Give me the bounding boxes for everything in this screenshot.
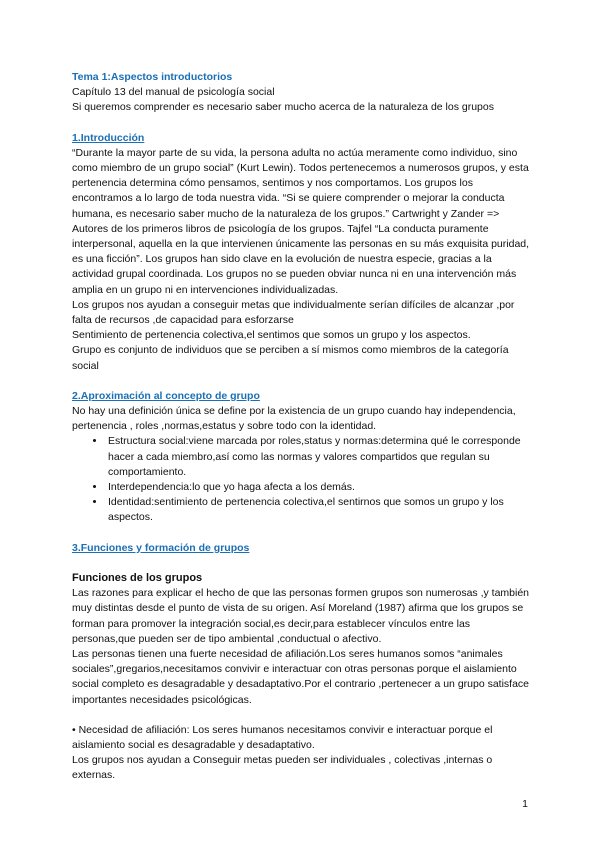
list-item: • Estructura social:viene marcada por roles,status y normas:determina qué le corresponde hacer a cada miembro,así como las normas y valores compartidos que regulan su comportamiento. [106, 434, 530, 480]
page-number: 1 [522, 798, 528, 810]
document-title: Tema 1:Aspectos introductorios [72, 71, 233, 83]
bullet-list [72, 434, 530, 525]
paragraph: Sentimiento de pertenencia colectiva,el sentimos que somos un grupo y los aspectos. [72, 329, 471, 342]
section-heading-funciones[interactable]: 3.Funciones y formación de grupos [72, 541, 250, 554]
paragraph: Los grupos nos ayudan a Conseguir metas pueden ser individuales , colectivas ,internas o externas. [72, 754, 493, 782]
paragraph: • Necesidad de afiliación: Los seres humanos necesitamos convivir e interactuar porque el aislamiento social es desagradable y desadaptativo. [72, 723, 493, 751]
subtitle-line: Si queremos comprender es necesario saber mucho acerca de la naturaleza de los grupos [72, 101, 494, 114]
list-item: • Identidad:sentimiento de pertenencia colectiva,el sentirnos que somos un grupo y los aspectos. [106, 495, 530, 525]
paragraph: No hay una definición única se define por la existencia de un grupo cuando hay independencia, pertenencia , roles ,normas,estatus y sobre todo con la identidad. [72, 405, 516, 433]
paragraph: Los grupos nos ayudan a conseguir metas que individualmente serían difíciles de alcanzar ,por falta de recursos ,de capacidad para esforzarse [72, 298, 515, 327]
paragraph: Grupo es conjunto de individuos que se perciben a sí mismos como miembros de la categoría social [72, 344, 509, 372]
paragraph: “Durante la mayor parte de su vida, la persona adulta no actúa meramente como individuo, sino como miembro de un grupo social” (Kurt Lewin). Todos pertenecemos a numerosos grupos, y esta pertenencia determina cómo pensamos, sentimos y nos comportamos. Los grupos los encontramos a lo largo de toda nuestra vida. “Si se quiere comprender o mejorar la conducta humana, es necesario saber mucho de la naturaleza de los grupos.” Cartwright y Zander => Autores de los primeros libros de psicología de los grupos. Tajfel “La conducta puramente interpersonal, aquella en la que intervienen únicamente las personas en su más exquisita puridad, es una ficción”. Los grupos han sido clave en la evolución de nuestra especie, gracias a la actividad grupal coordinada. Los grupos no se pueden obviar nunca ni en una intervención más amplia en un grupo ni en intervenciones individualizadas. [72, 146, 530, 296]
paragraph: Las razones para explicar el hecho de que las personas formen grupos son numerosas ,y también muy distintas desde el punto de vista de su origen. Así Moreland (1987) afirma que los grupos se forman para promover la integración social,es decir,para establecer vínculos entre las personas,que pueden ser de tipo ambiental ,conductual o afectivo. [72, 587, 530, 645]
section-heading-aproximacion[interactable]: 2.Aproximación al concepto de grupo [72, 389, 260, 402]
subtitle-line: Capítulo 13 del manual de psicología social [72, 86, 275, 99]
list-item: • Interdependencia:lo que yo haga afecta a los demás. [106, 480, 530, 495]
document-page [72, 70, 530, 784]
section-heading-introduccion[interactable]: 1.Introducción [72, 131, 145, 144]
paragraph: Las personas tienen una fuerte necesidad de afiliación.Los seres humanos somos “animales sociales”,gregarios,necesitamos convivir e interactuar con otras personas porque el aislamiento social completo es desagradable y desadaptativo.Por el contrario ,pertenecer a un grupo satisface importantes necesidades psicológicas. [72, 647, 530, 706]
subheading: Funciones de los grupos [72, 571, 203, 584]
